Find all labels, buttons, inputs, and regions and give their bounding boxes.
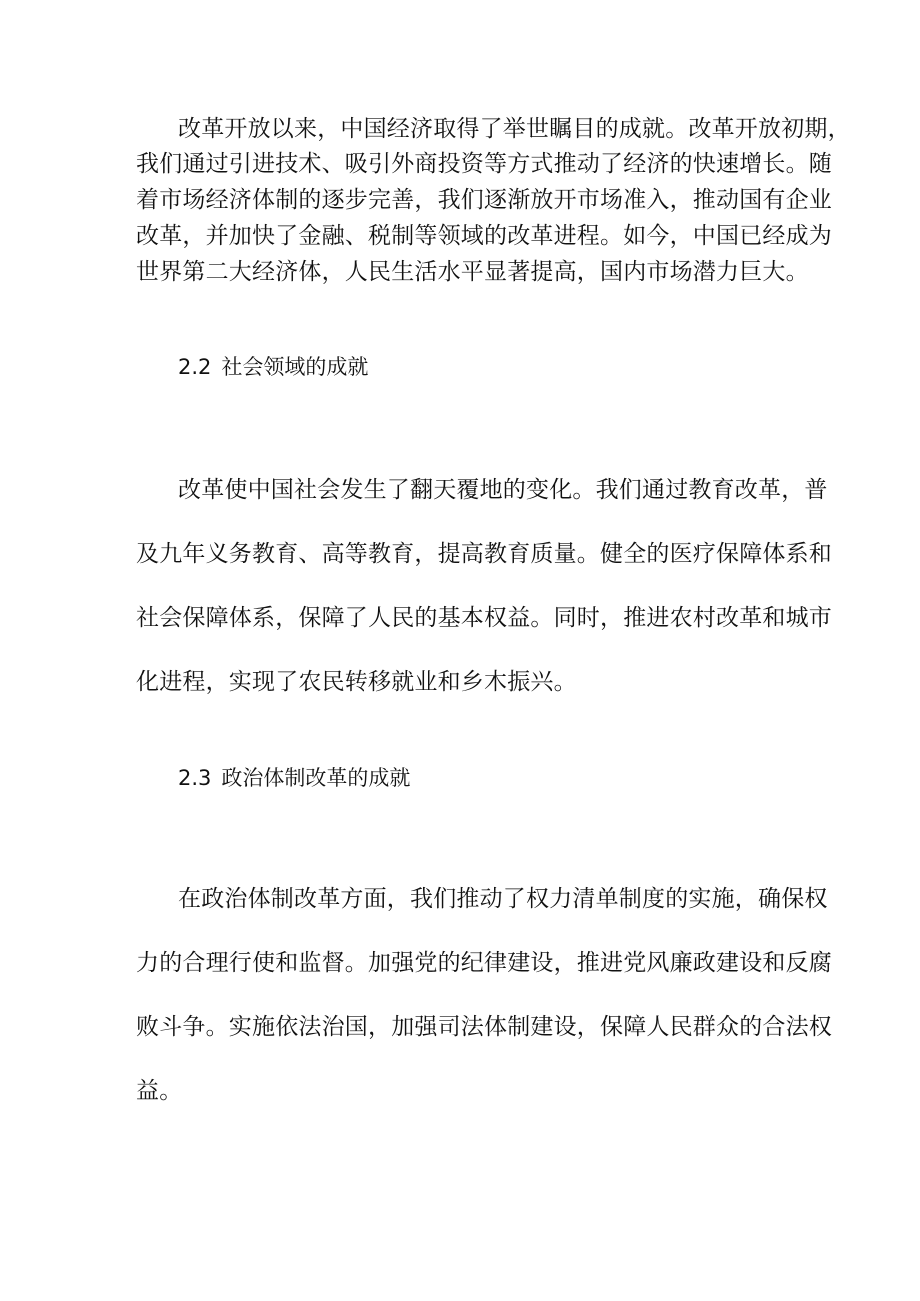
paragraph-line: 败斗争。实施依法治国，加强司法体制建设，保障人民群众的合法权 [136,1014,832,1040]
paragraph-line: 化进程，实现了农民转移就业和乡木振兴。 [136,669,577,695]
paragraph-line: 在政治体制改革方面，我们推动了权力清单制度的实施，确保权 [178,886,828,912]
section-number: 2.2 [178,355,212,379]
section-title: 政治体制改革的成就 [221,766,411,790]
paragraph-line: 我们通过引进技术、吸引外商投资等方式推动了经济的快速增长。随 [136,151,832,177]
section-heading-2-2 [178,352,368,382]
section-title: 社会领域的成就 [221,355,369,379]
paragraph-line: 社会保障体系，保障了人民的基本权益。同时，推进农村改革和城市 [136,605,832,631]
paragraph-line: 及九年义务教育、高等教育，提高教育质量。健全的医疗保障体系和 [136,541,832,567]
paragraph-line: 改革开放以来，中国经济取得了举世瞩目的成就。改革开放初期， [178,116,851,142]
paragraph-line: 改革，并加快了金融、税制等领域的改革进程。如今，中国已经成为 [136,223,832,249]
section-number: 2.3 [178,766,212,790]
paragraph-line: 着市场经济体制的逐步完善，我们逐渐放开市场准入，推动国有企业 [136,187,832,213]
paragraph-line: 改革使中国社会发生了翻天覆地的变化。我们通过教育改革，普 [178,477,828,503]
paragraph-line: 力的合理行使和监督。加强党的纪律建设，推进党风廉政建设和反腐 [136,950,832,976]
paragraph-line: 益。 [136,1078,183,1104]
paragraph-line: 世界第二大经济体，人民生活水平显著提高，国内市场潜力巨大。 [136,259,809,285]
section-heading-2-3 [178,763,410,793]
